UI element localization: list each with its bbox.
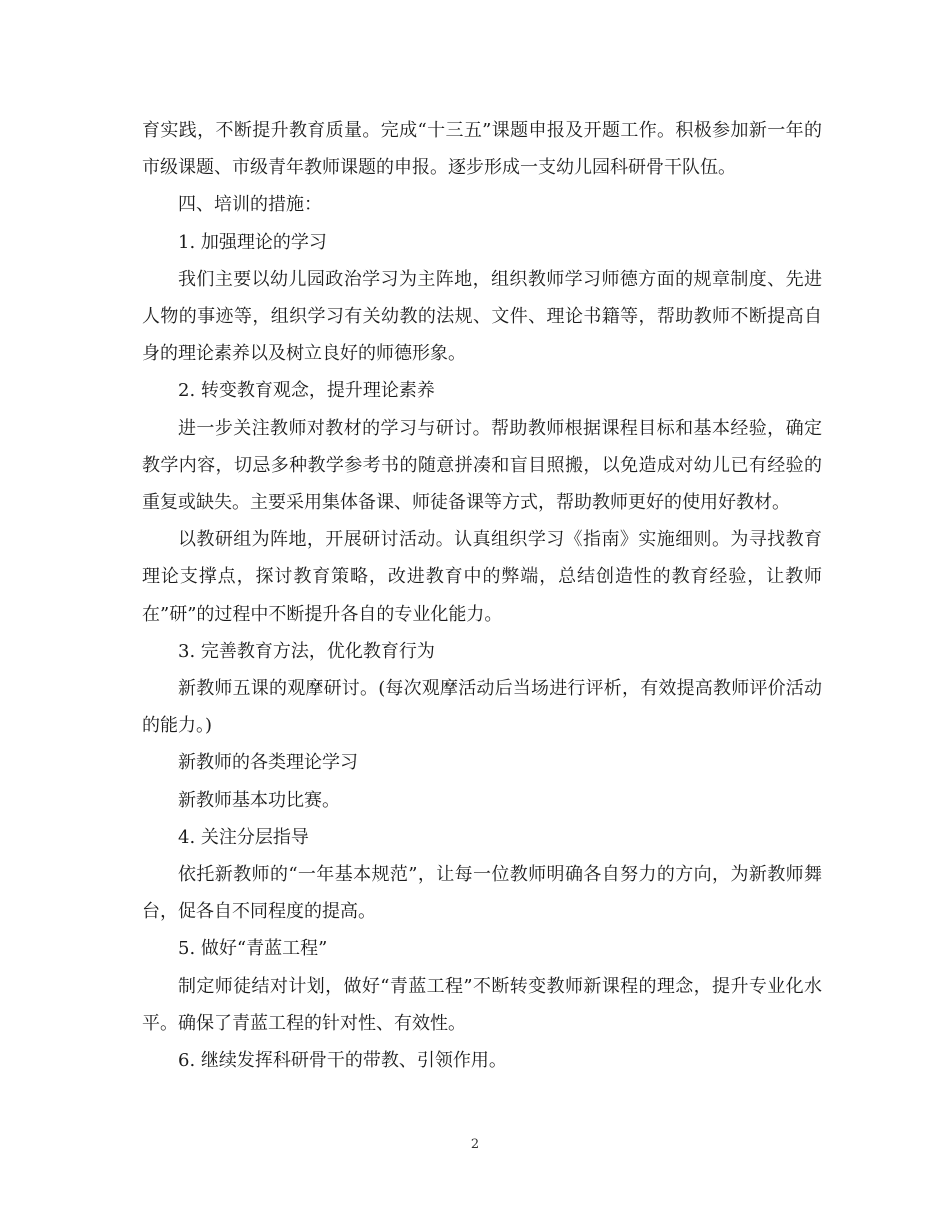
subheading: 5. 做好“青蓝工程” [178, 938, 328, 960]
paragraph: 育实践，不断提升教育质量。完成“十三五”课题申报及开题工作。积极参加新一年的市级课题、市级青年教师课题的申报。逐步形成一支幼儿园科研骨干队伍。 [142, 120, 822, 179]
paragraph: 以教研组为阵地，开展研讨活动。认真组织学习《指南》实施细则。为寻找教育理论支撑点，探讨教育策略，改进教育中的弊端，总结创造性的教育经验，让教师在”研”的过程中不断提升各自的专业化能力。 [142, 529, 822, 625]
paragraph: 依托新教师的“一年基本规范”，让每一位教师明确各自努力的方向，为新教师舞台，促各自不同程度的提高。 [142, 864, 822, 923]
paragraph: 新教师五课的观摩研讨。(每次观摩活动后当场进行评析，有效提高教师评价活动的能力。) [142, 678, 822, 737]
paragraph: 新教师的各类理论学习 [178, 752, 358, 774]
subheading: 6. 继续发挥科研骨干的带教、引领作用。 [178, 1050, 507, 1072]
document-body [142, 112, 822, 1079]
paragraph: 进一步关注教师对教材的学习与研讨。帮助教师根据课程目标和基本经验，确定教学内容，切忌多种教学参考书的随意拼凑和盲目照搬，以免造成对幼儿已有经验的重复或缺失。主要采用集体备课、师徒备课等方式，帮助教师更好的使用好教材。 [142, 417, 822, 514]
paragraph: 我们主要以幼儿园政治学习为主阵地，组织教师学习师德方面的规章制度、先进人物的事迹等，组织学习有关幼教的法规、文件、理论书籍等，帮助教师不断提高自身的理论素养以及树立良好的师德形象。 [142, 268, 822, 365]
section-heading: 四、培训的措施： [178, 194, 322, 216]
subheading: 2. 转变教育观念，提升理论素养 [178, 380, 435, 402]
page-number: 2 [470, 1137, 480, 1152]
paragraph: 新教师基本功比赛。 [178, 789, 340, 811]
subheading: 3. 完善教育方法，优化教育行为 [178, 640, 435, 662]
subheading: 1. 加强理论的学习 [178, 231, 327, 253]
paragraph: 制定师徒结对计划，做好“青蓝工程”不断转变教师新课程的理念，提升专业化水平。确保了青蓝工程的针对性、有效性。 [142, 975, 822, 1034]
subheading: 4. 关注分层指导 [178, 826, 309, 848]
